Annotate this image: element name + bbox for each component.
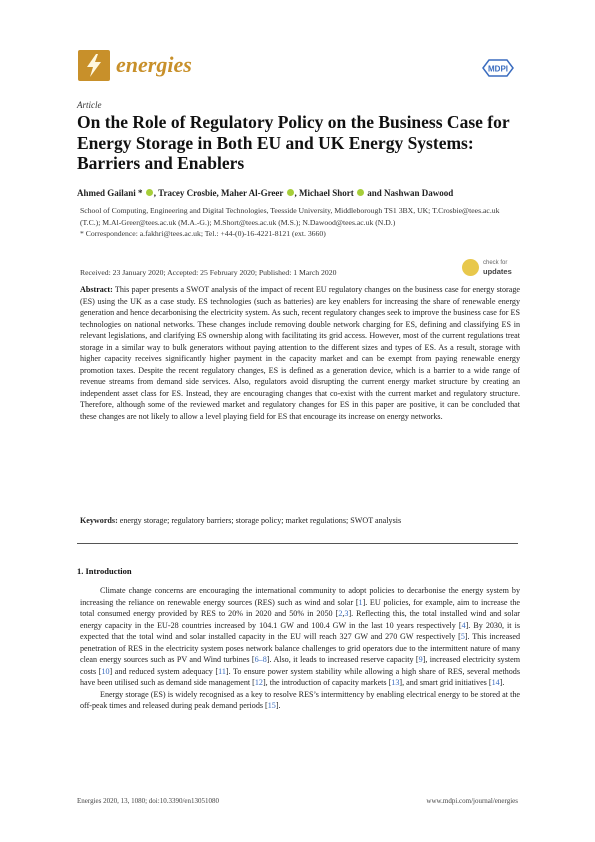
author-list <box>77 188 527 198</box>
abstract-text: This paper presents a SWOT analysis of the impact of recent EU regulatory changes on the business case for energy storage (ES) using the UK as a case study. ES technologies (such as batteries) are key enablers for increasing the share of renewable energy generation and hence decarbonising the electricity system. As such, recent regulatory changes seek to improve the business case for ES technologies on national networks. These changes include removing double network charging for ES, defining and classifying ES in relevant legislations, and clarifying ES ownership along with facilitating its grid access. However, most of the current regulations treat storage in a similar way to bulk generators without paying attention to the different sizes and types of ES. As a result, storage with higher capacity receives significantly higher payment in the capacity market and can be exempt from paying renewable energy promotion taxes. Despite the recent regulatory changes, ES is defined as a generation device, which is a barrier to a wide range of revenue streams from demand side services. Also, regulators avoid disrupting the current energy market structure by creating an independent asset class for ES. Instead, they are encouraging changes that co-exist with the current market and regulatory structure. Therefore, although some of the reviewed market and regulatory changes for ES in this paper are positive, it can be concluded that these changes are not likely to allow a level playing field for ES that encourage its increase on energy networks. <box>80 285 520 422</box>
footer-url[interactable]: www.mdpi.com/journal/energies <box>426 797 518 805</box>
lightning-icon <box>78 50 110 81</box>
author-name: Maher Al-Greer <box>221 188 284 198</box>
citation-link[interactable]: 4 <box>461 620 466 630</box>
citation-link[interactable]: 12 <box>254 678 263 688</box>
affiliation <box>80 205 520 240</box>
text-run: ], increased electricity system costs [ <box>80 655 520 676</box>
journal-logo <box>78 50 110 81</box>
keywords-text: energy storage; regulatory barriers; storage policy; market regulations; SWOT analysis <box>119 516 402 525</box>
text-run: , <box>342 609 345 619</box>
svg-text:MDPI: MDPI <box>488 64 508 74</box>
text-run: ]. By 2030, it is expected that the total wind and solar installed capacity in the EU will reach 327 GW and 270 GW respectively [ <box>80 620 520 642</box>
author-name: Tracey Crosbie <box>158 188 217 198</box>
text-run: ] and reduced system adequacy [ <box>109 666 219 676</box>
citation-link[interactable]: 14 <box>491 678 500 688</box>
author-separator: , <box>153 188 159 198</box>
correspondence: * Correspondence: a.fakhri@tees.ac.uk; Tel.: +44-(0)-16-4221-8121 (ext. 3660) <box>80 229 326 239</box>
check-updates-icon <box>462 259 479 276</box>
mdpi-logo <box>479 58 517 78</box>
citation-link[interactable]: 11 <box>218 666 226 676</box>
paragraph <box>80 689 520 712</box>
keywords <box>80 516 520 525</box>
paragraph <box>80 585 520 689</box>
text-run: ]. Reflecting this, the total installed wind and solar energy capacity in the EU-28 countries increased by 104.1 GW and 100.4 GW in the last 10 years respectively [ <box>80 609 521 630</box>
abstract <box>80 284 520 423</box>
divider <box>77 543 518 544</box>
text-run: Energy storage (ES) is widely recognised as a key to resolve RES’s intermittency by enabling electrical energy to be stored at the off-peak times and released during peak demand periods [ <box>80 689 520 711</box>
citation-link[interactable]: 10 <box>101 666 110 676</box>
section-heading: 1. Introduction <box>77 566 132 576</box>
author-name: Ahmed Gailani <box>77 188 136 198</box>
text-run: ]. <box>499 678 505 688</box>
text-run: ]. EU policies, for example, aim to increase the total consumed energy provided by RES to 20% in 2020 and 50% in 2050 [ <box>80 597 520 619</box>
keywords-label: Keywords: <box>80 516 118 525</box>
citation-link[interactable]: 15 <box>267 701 276 711</box>
citation-link[interactable]: 6–8 <box>254 655 267 665</box>
check-updates-line2: updates <box>483 267 512 276</box>
body-text <box>80 585 520 712</box>
orcid-icon[interactable] <box>287 189 294 196</box>
author-name: Nashwan Dawood <box>384 188 454 198</box>
article-type: Article <box>77 100 102 110</box>
author-separator: , <box>216 188 222 198</box>
text-run: ]. To ensure power system stability while allowing a high share of RES, several methods have been utilised such as demand side management [ <box>80 666 520 688</box>
orcid-icon[interactable] <box>146 189 153 196</box>
citation-link[interactable]: 2 <box>338 609 343 619</box>
citation-link[interactable]: 1 <box>358 597 363 607</box>
text-run: ]. This increased penetration of RES in the electricity system poses network balance challenges to grid operators due to the intermittent nature of many clean energy sources such as PV and Wind turbines [ <box>80 632 520 665</box>
citation-link[interactable]: 13 <box>391 678 400 688</box>
citation-link[interactable]: 3 <box>344 609 349 619</box>
affiliation-text: School of Computing, Engineering and Digital Technologies, Teesside University, Middleborough TS1 3BX, UK; T.Crosbie@tees.ac.uk (T.C.); M.Al-Greer@tees.ac.uk (M.A.-G.); M.Short@tees.ac.uk (M.S.); N.Dawood@tees.ac.uk (N.D.) <box>80 206 500 227</box>
author-separator: , <box>294 188 299 198</box>
abstract-label: Abstract: <box>80 285 113 294</box>
text-run: Climate change concerns are encouraging the international community to adopt policies to decarbonise the energy system by increasing the reliance on renewable energy sources (RES) such as wind and solar [ <box>80 586 520 607</box>
journal-name: energies <box>116 52 192 77</box>
text-run: ], and smart grid initiatives [ <box>399 678 492 688</box>
paper-title: On the Role of Regulatory Policy on the Business Case for Energy Storage in Both EU and UK Energy Systems: Barriers and Enablers <box>77 112 510 173</box>
footer-citation: Energies 2020, 13, 1080; doi:10.3390/en13051080 <box>77 797 219 805</box>
check-for-updates-badge[interactable] <box>462 259 524 279</box>
citation-link[interactable]: 5 <box>460 632 465 642</box>
text-run: ]. <box>275 701 281 711</box>
text-run: ]. Also, it leads to increased reserve capacity [ <box>266 655 419 665</box>
author-name: Michael Short <box>299 188 354 198</box>
corresponding-mark: * <box>135 188 143 198</box>
text-run: ], the introduction of capacity markets [ <box>262 678 392 688</box>
check-updates-line1: check for <box>483 260 508 266</box>
author-separator: and <box>365 188 385 198</box>
orcid-icon[interactable] <box>357 189 364 196</box>
publication-dates: Received: 23 January 2020; Accepted: 25 February 2020; Published: 1 March 2020 <box>80 268 337 277</box>
citation-link[interactable]: 9 <box>418 655 423 665</box>
